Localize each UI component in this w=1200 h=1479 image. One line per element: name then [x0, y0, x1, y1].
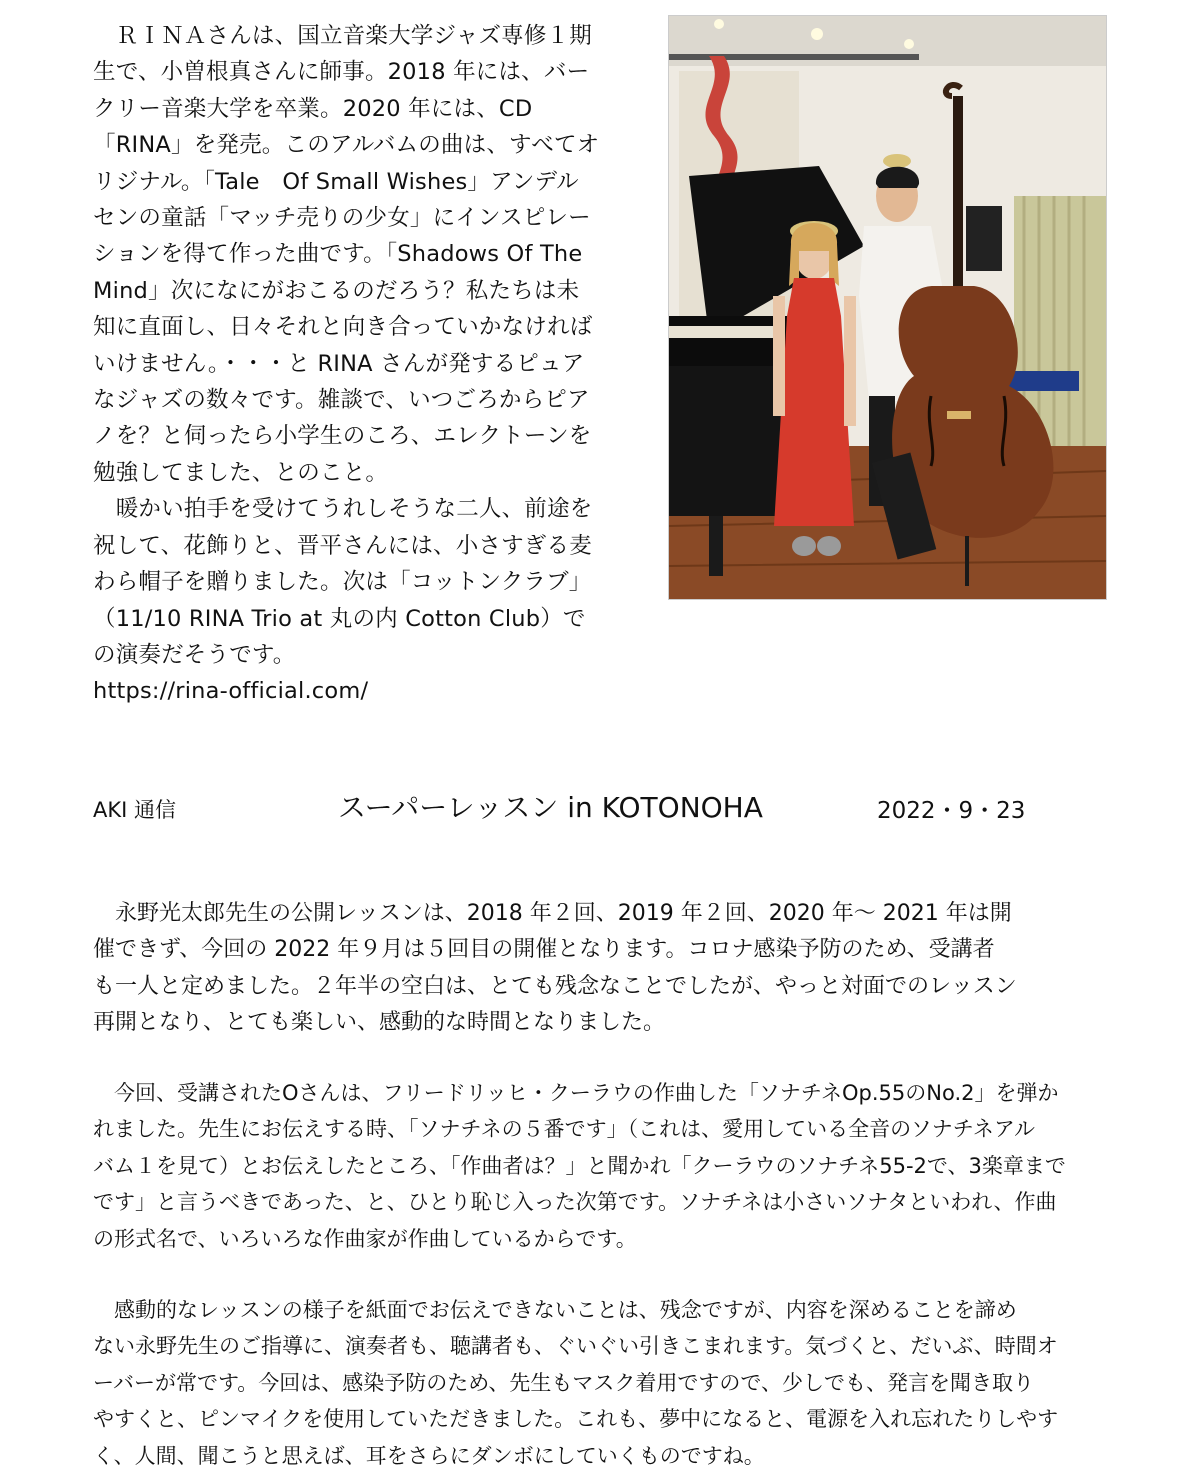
paragraph	[93, 1075, 1113, 1257]
piano-keys	[669, 326, 779, 338]
text-line: 「RINA」を発売。このアルバムの曲は、すべてオ	[93, 132, 600, 159]
text-line: ーバーが常です。今回は、感染予防のため、先生もマスク着用ですので、少しでも、発言を聞き取り	[93, 1370, 1035, 1395]
light-rail	[669, 54, 919, 60]
woman-arm	[773, 296, 785, 416]
side-table	[1009, 371, 1079, 391]
text-line: も一人と定めました。２年半の空白は、とても残念なことでしたが、やっと対面でのレッスン	[93, 973, 1017, 999]
text-line: ＲＩＮＡさんは、国立音楽大学ジャズ専修１期	[93, 23, 592, 49]
text-line: 感動的なレッスンの様子を紙面でお伝えできないことは、残念ですが、内容を深めることを諦め	[93, 1298, 1017, 1322]
piano-leg	[709, 516, 723, 576]
woman-shoe	[817, 536, 841, 556]
url-link[interactable]: https://rina-official.com/	[93, 678, 369, 705]
article-date: 2022・9・23	[877, 798, 1026, 824]
text-line: ない永野先生のご指導に、演奏者も、聴講者も、ぐいぐい引きこまれます。気づくと、だいぶ、時間オ	[93, 1334, 1058, 1359]
text-line: リジナル。「Tale Of Small Wishes」アンデル	[93, 168, 579, 195]
text-line: なジャズの数々です。雑談で、いつごろからピア	[93, 387, 590, 414]
paragraph	[93, 896, 1113, 1042]
concert-photo	[668, 15, 1107, 600]
text-line: 永野光太郎先生の公開レッスンは、2018 年２回、2019 年２回、2020 年〜 2021 年は開	[93, 901, 1012, 926]
speaker	[966, 206, 1002, 271]
bass-endpin	[965, 536, 969, 586]
small-hat	[883, 154, 911, 168]
article-header	[0, 786, 1200, 830]
text-line: ノを？と伺ったら小学生のころ、エレクトーンを	[93, 423, 592, 450]
woman-shoe	[792, 536, 816, 556]
text-line: く、人間、聞こうと思えば、耳をさらにダンボにしていくものですね。	[93, 1443, 765, 1468]
bass-neck	[953, 96, 963, 296]
text-line: の形式名で、いろいろな作曲家が作曲しているからです。	[93, 1226, 637, 1251]
ceiling-light	[904, 39, 914, 49]
text-line: いけません。・・・と RINA さんが発するピュア	[93, 350, 585, 377]
text-line: れました。先生にお伝えする時、「ソナチネの５番です」（これは、愛用している全音のソナチネアル	[93, 1117, 1036, 1142]
newsletter-name: AKI 通信	[93, 798, 177, 822]
text-line: センの童話「マッチ売りの少女」にインスピレー	[93, 205, 591, 232]
woman-arm	[844, 296, 856, 426]
ceiling-light	[811, 28, 823, 40]
text-line: Mind」次になにがおこるのだろう？私たちは未	[93, 277, 580, 304]
text-line: ションを得て作った曲です。「Shadows Of The	[93, 241, 583, 268]
text-line: 知に直面し、日々それと向き合っていかなければ	[93, 314, 593, 341]
text-line: 生で、小曽根真さんに師事。2018 年には、バー	[93, 59, 590, 86]
text-line: 暖かい拍手を受けてうれしそうな二人、前途を	[93, 496, 593, 523]
text-line: 勉強してました、とのこと。	[93, 459, 389, 486]
article-title: スーパーレッスン in KOTONOHA	[338, 791, 763, 824]
text-line: やすくと、ピンマイクを使用していただきました。これも、夢中になると、電源を入れ忘れたりしやす	[93, 1407, 1059, 1432]
text-line: （11/10 RINA Trio at 丸の内 Cotton Club）で	[93, 605, 586, 632]
text-line: です」と言うべきであった、と、ひとり恥じ入った次第です。ソナチネは小さいソナタといわれ、作曲	[93, 1190, 1057, 1215]
photo-illustration	[669, 16, 1106, 599]
text-line: わら帽子を贈りました。次は「コットンクラブ」	[93, 569, 592, 596]
text-line: バム１を見て）とお伝えしたところ、「作曲者は？」と聞かれ「クーラウのソナチネ55-2で、3楽章まで	[93, 1153, 1066, 1178]
text-line: 催できず、今回の 2022 年９月は５回目の開催となります。コロナ感染予防のため、受講者	[93, 937, 995, 963]
text-line: 今回、受講されたOさんは、フリードリッヒ・クーラウの作曲した「ソナチネOp.55のNo.2」を弾か	[93, 1081, 1059, 1105]
text-line: の演奏だそうです。	[93, 641, 296, 668]
article-top-text	[93, 18, 638, 710]
text-line: クリー音楽大学を卒業。2020 年には、CD	[93, 95, 533, 122]
bass-bridge	[947, 411, 971, 419]
text-line: 再開となり、とても楽しい、感動的な時間となりました。	[93, 1010, 666, 1036]
paragraph	[93, 1292, 1113, 1474]
text-line: 祝して、花飾りと、晋平さんには、小さすぎる麦	[93, 532, 592, 559]
ceiling-light	[714, 19, 724, 29]
